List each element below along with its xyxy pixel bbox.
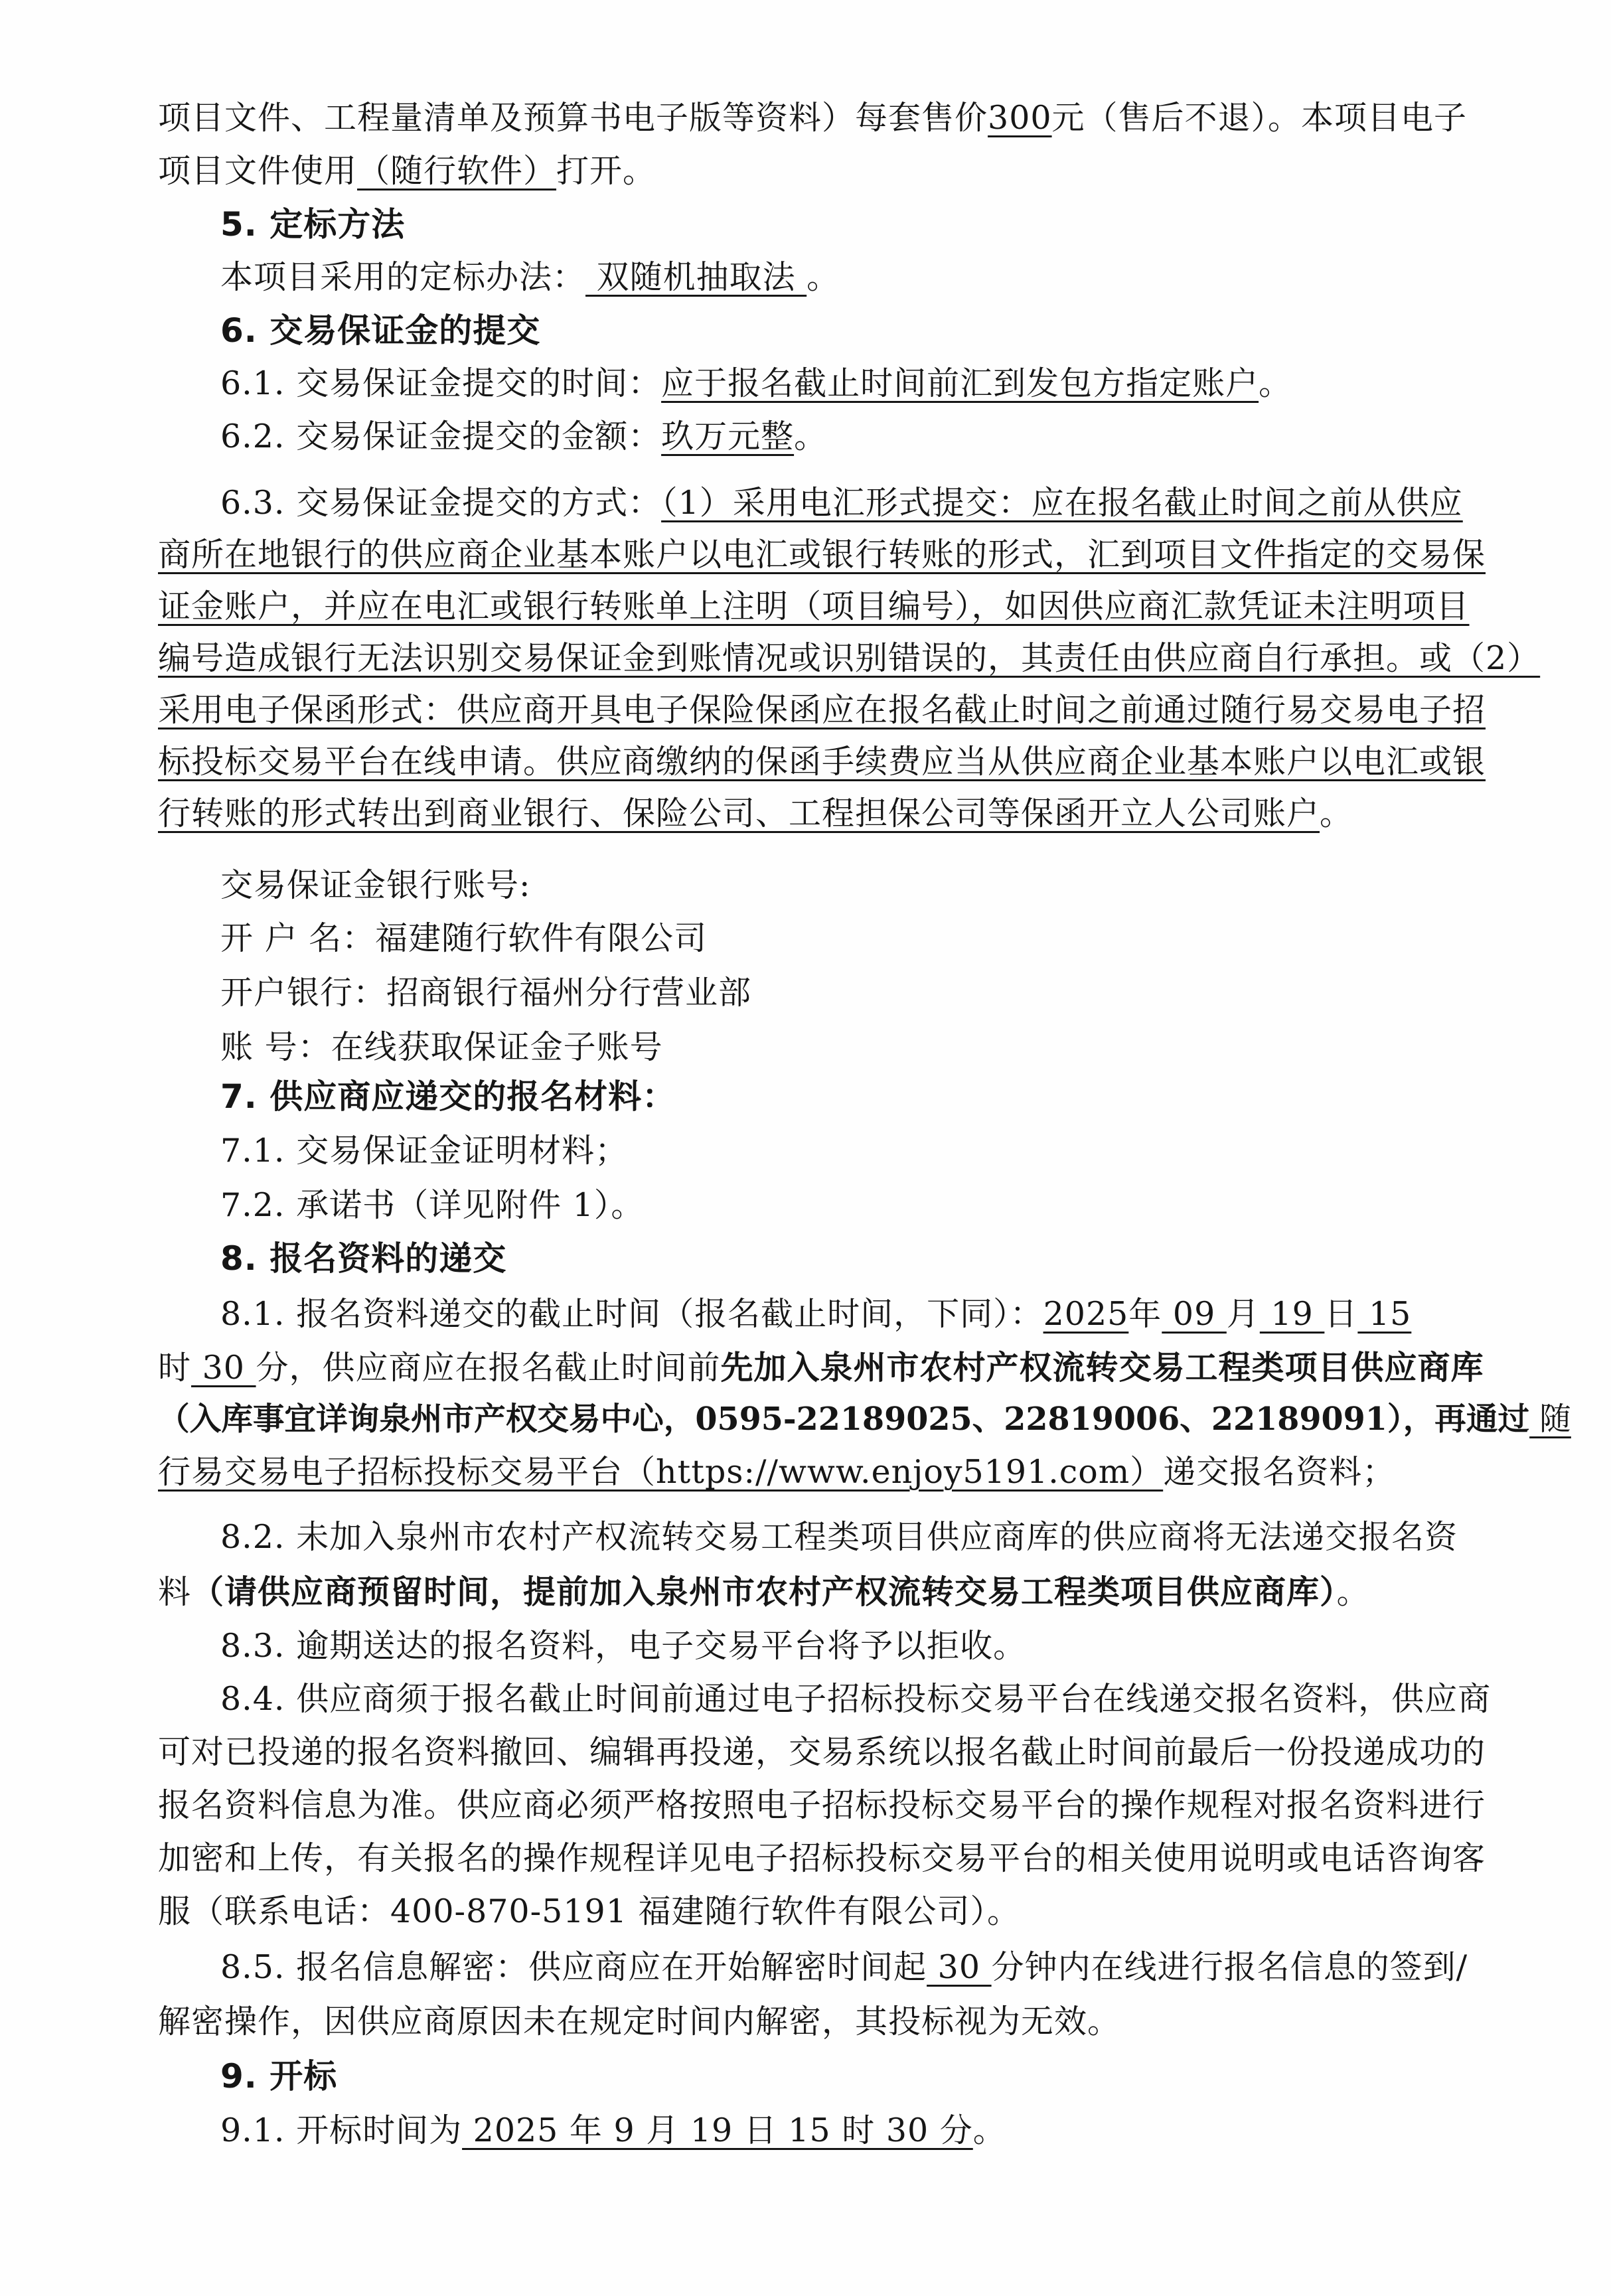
text: 递交报名资料；	[1163, 1453, 1396, 1491]
text-line	[158, 742, 1486, 782]
text-line	[220, 258, 840, 297]
text: 分钟内在线进行报名信息的签到/	[991, 1948, 1468, 1986]
text: 时	[158, 1349, 192, 1387]
text: 。	[1320, 795, 1353, 832]
text: 元（售后不退）。本项目电子	[1051, 99, 1468, 137]
text: 。	[806, 258, 840, 296]
section-heading: 9. 开标	[220, 2057, 338, 2096]
text: 料	[158, 1573, 192, 1611]
text: 8.5. 报名信息解密：供应商应在开始解密时间起	[220, 1948, 927, 1986]
price-value: 300	[988, 99, 1052, 137]
text-line	[220, 417, 827, 457]
text-line	[220, 2111, 1006, 2151]
text-line	[158, 1572, 1370, 1612]
text: 6.1. 交易保证金提交的时间：	[220, 364, 662, 402]
text-line	[158, 535, 1486, 575]
text-line	[158, 1347, 1484, 1388]
software-name: （随行软件）	[357, 152, 557, 190]
deadline-month: 09	[1162, 1295, 1227, 1333]
opening-time: 2025 年 9 月 19 日 15 时 30 分	[462, 2111, 973, 2149]
text-line	[158, 690, 1486, 730]
award-method: 双随机抽取法	[585, 258, 807, 296]
section-heading: 5. 定标方法	[220, 205, 406, 244]
deadline-hour: 15	[1357, 1295, 1412, 1333]
deposit-method: 采用电子保函形式：供应商开具电子保险保函应在报名截止时间之前通过随行易交易电子招	[158, 691, 1486, 729]
text-line: 8.4. 供应商须于报名截止时间前通过电子招标投标交易平台在线递交报名资料，供应商	[220, 1680, 1492, 1718]
text: 。	[972, 2111, 1006, 2149]
platform-url: 行易交易电子招标投标交易平台（https://www.enjoy5191.com）	[158, 1453, 1164, 1491]
text: 8.1. 报名资料递交的截止时间（报名截止时间，下同）：	[220, 1295, 1043, 1333]
account-number: 账 号：在线获取保证金子账号	[220, 1028, 663, 1066]
text: 。	[1336, 1573, 1370, 1611]
text: 分，供应商应在报名截止时间前	[256, 1349, 721, 1387]
deposit-method: 证金账户，并应在电汇或银行转账单上注明（项目编号），如因供应商汇款凭证未注明项目	[158, 587, 1470, 625]
text-line: 8.2. 未加入泉州市农村产权流转交易工程类项目供应商库的供应商将无法递交报名资	[220, 1518, 1458, 1556]
text: 本项目采用的定标办法：	[220, 258, 586, 296]
deposit-time: 应于报名截止时间前汇到发包方指定账户	[661, 364, 1259, 402]
text-line	[158, 1399, 1571, 1440]
text-line	[220, 1948, 1468, 1987]
account-name: 开 户 名：福建随行软件有限公司	[220, 919, 708, 957]
emphasis-text: （入库事宜详询泉州市产权交易中心，0595-22189025、22819006、22189091），再通过	[158, 1401, 1530, 1438]
text-line: 服（联系电话：400-870-5191 福建随行软件有限公司）。	[158, 1892, 1020, 1930]
text: 。	[1259, 364, 1292, 402]
text-line: 7.1. 交易保证金证明材料；	[220, 1132, 629, 1170]
account-bank: 开户银行：招商银行福州分行营业部	[220, 974, 752, 1012]
text: 日	[1324, 1295, 1358, 1333]
text-line	[158, 1452, 1395, 1492]
text-line	[220, 483, 1463, 523]
text: 项目文件、工程量清单及预算书电子版等资料）每套售价	[158, 99, 988, 137]
section-heading: 6. 交易保证金的提交	[220, 311, 541, 350]
text-line	[158, 639, 1540, 678]
text-line: 交易保证金银行账号:	[220, 866, 531, 904]
deposit-method: 标投标交易平台在线申请。供应商缴纳的保函手续费应当从供应商企业基本账户以电汇或银	[158, 743, 1486, 781]
section-heading: 7. 供应商应递交的报名材料：	[220, 1077, 676, 1116]
text: 年	[1128, 1295, 1162, 1333]
text-line: 报名资料信息为准。供应商必须严格按照电子招标投标交易平台的操作规程对报名资料进行	[158, 1786, 1486, 1824]
text-line	[158, 151, 656, 191]
text-line	[158, 794, 1353, 834]
deposit-method: （1）采用电汇形式提交：应在报名截止时间之前从供应	[661, 484, 1463, 522]
emphasis-text: 先加入泉州市农村产权流转交易工程类项目供应商库	[720, 1348, 1484, 1387]
deposit-amount: 玖万元整	[661, 418, 795, 455]
emphasis-text: （请供应商预留时间，提前加入泉州市农村产权流转交易工程类项目供应商库）	[191, 1572, 1337, 1611]
text: 项目文件使用	[158, 152, 358, 190]
text-line	[158, 98, 1467, 138]
deposit-method: 行转账的形式转出到商业银行、保险公司、工程担保公司等保函开立人公司账户	[158, 795, 1320, 832]
text-line	[220, 364, 1292, 404]
platform-name: 随	[1529, 1401, 1571, 1438]
text-line: 7.2. 承诺书（详见附件 1）。	[220, 1186, 645, 1224]
decrypt-minutes: 30	[927, 1948, 992, 1986]
deposit-method: 商所在地银行的供应商企业基本账户以电汇或银行转账的形式，汇到项目文件指定的交易保	[158, 536, 1486, 574]
deadline-day: 19	[1259, 1295, 1325, 1333]
text: 6.3. 交易保证金提交的方式：	[220, 484, 662, 522]
text-line: 加密和上传，有关报名的操作规程详见电子招标投标交易平台的相关使用说明或电话咨询客	[158, 1839, 1486, 1877]
text-line: 可对已投递的报名资料撤回、编辑再投递，交易系统以报名截止时间前最后一份投递成功的	[158, 1733, 1486, 1771]
deadline-year: 2025	[1043, 1295, 1129, 1333]
section-heading: 8. 报名资料的递交	[220, 1239, 507, 1278]
text: 月	[1226, 1295, 1260, 1333]
text-line	[158, 587, 1470, 627]
text-line: 解密操作，因供应商原因未在规定时间内解密，其投标视为无效。	[158, 2003, 1121, 2040]
deadline-minute: 30	[191, 1349, 256, 1387]
text: 9.1. 开标时间为	[220, 2111, 463, 2149]
text-line: 8.3. 逾期送达的报名资料，电子交易平台将予以拒收。	[220, 1627, 1027, 1665]
deposit-method: 编号造成银行无法识别交易保证金到账情况或识别错误的，其责任由供应商自行承担。或（2）	[158, 639, 1541, 677]
text: 。	[794, 418, 828, 455]
text: 6.2. 交易保证金提交的金额：	[220, 418, 662, 455]
text-line	[220, 1294, 1411, 1334]
text: 打开。	[556, 152, 656, 190]
